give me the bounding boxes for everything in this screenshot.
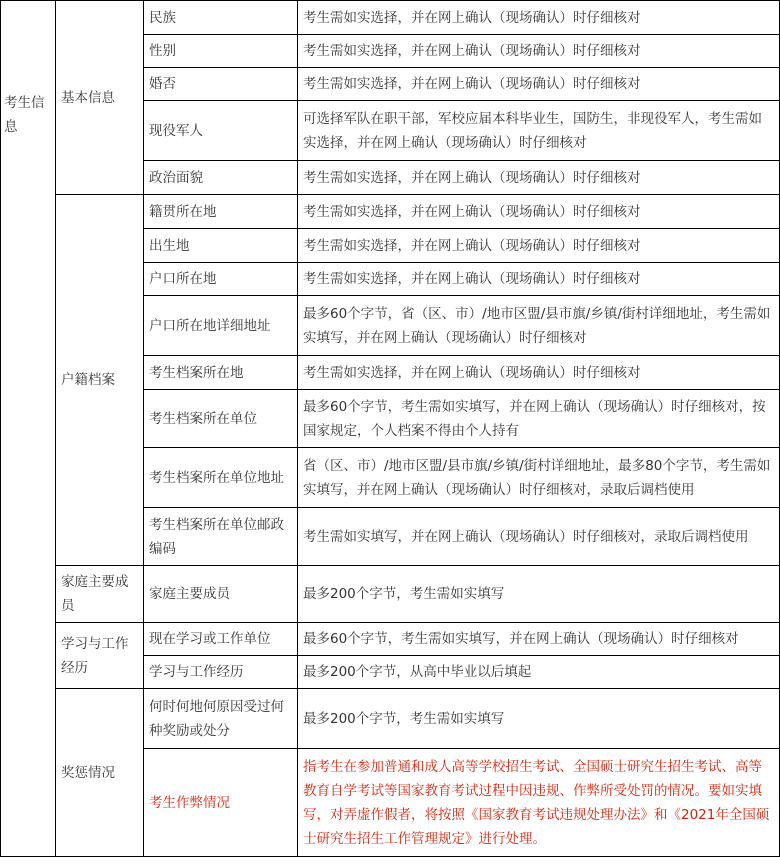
field-label: 户口所在地详细地址: [144, 296, 298, 356]
field-description: 最多200个字节，考生需如实填写: [298, 689, 780, 749]
field-description: 考生需如实填写，并在网上确认（现场确认）时仔细核对，录取后调档使用: [298, 508, 780, 566]
field-label: 考生档案所在地: [144, 356, 298, 390]
field-description: 考生需如实选择，并在网上确认（现场确认）时仔细核对: [298, 161, 780, 195]
group-family-members: 家庭主要成员: [56, 566, 144, 623]
field-description: 可选择军队在职干部，军校应届本科毕业生，国防生，非现役军人，考生需如实选择，并在网上确认（现场确认）时仔细核对: [298, 101, 780, 161]
field-description: 考生需如实选择，并在网上确认（现场确认）时仔细核对: [298, 229, 780, 263]
field-description: 最多60个字节，省（区、市）/地市区盟/县市旗/乡镇/街村详细地址，考生需如实填写，并在网上确认（现场确认）时仔细核对: [298, 296, 780, 356]
field-description: 考生需如实选择，并在网上确认（现场确认）时仔细核对: [298, 263, 780, 296]
field-label: 性别: [144, 35, 298, 68]
field-label: 民族: [144, 1, 298, 35]
field-label: 婚否: [144, 68, 298, 101]
field-label: 考生档案所在单位地址: [144, 448, 298, 508]
group-rewards-punishments: 奖惩情况: [56, 689, 144, 857]
field-label: 籍贯所在地: [144, 195, 298, 229]
category-cell: 考生信息: [1, 1, 56, 857]
field-label: 家庭主要成员: [144, 566, 298, 623]
field-label: 现役军人: [144, 101, 298, 161]
field-label-highlight: 考生作弊情况: [144, 749, 298, 857]
field-description: 考生需如实选择，并在网上确认（现场确认）时仔细核对: [298, 1, 780, 35]
field-description: 考生需如实选择，并在网上确认（现场确认）时仔细核对: [298, 356, 780, 390]
field-label: 何时何地何原因受过何种奖励或处分: [144, 689, 298, 749]
group-basic-info: 基本信息: [56, 1, 144, 195]
field-description: 考生需如实选择，并在网上确认（现场确认）时仔细核对: [298, 68, 780, 101]
field-description: 最多200个字节，考生需如实填写: [298, 566, 780, 623]
field-description: 考生需如实选择，并在网上确认（现场确认）时仔细核对: [298, 195, 780, 229]
field-description: 省（区、市）/地市区盟/县市旗/乡镇/街村详细地址，最多80个字节，考生需如实填写，并在网上确认（现场确认）时仔细核对，录取后调档使用: [298, 448, 780, 508]
field-description: 最多60个字节，考生需如实填写，并在网上确认（现场确认）时仔细核对，按国家规定，个人档案不得由个人持有: [298, 390, 780, 448]
field-label: 出生地: [144, 229, 298, 263]
field-description: 最多200个字节，从高中毕业以后填起: [298, 656, 780, 689]
field-label: 考生档案所在单位: [144, 390, 298, 448]
field-description: 考生需如实选择，并在网上确认（现场确认）时仔细核对: [298, 35, 780, 68]
field-description-highlight: 指考生在参加普通和成人高等学校招生考试、全国硕士研究生招生考试、高等教育自学考试等国家教育考试过程中因违规、作弊所受处罚的情况。要如实填写，对弄虚作假者，将按照《国家教育考试违规处理办法》和《2021年全国硕士研究生招生工作管理规定》进行处理。: [298, 749, 780, 857]
field-label: 户口所在地: [144, 263, 298, 296]
field-label: 政治面貌: [144, 161, 298, 195]
group-household-archive: 户籍档案: [56, 195, 144, 566]
field-description: 最多60个字节，考生需如实填写，并在网上确认（现场确认）时仔细核对: [298, 623, 780, 656]
field-label: 学习与工作经历: [144, 656, 298, 689]
group-study-work: 学习与工作经历: [56, 623, 144, 689]
field-label: 考生档案所在单位邮政编码: [144, 508, 298, 566]
field-label: 现在学习或工作单位: [144, 623, 298, 656]
